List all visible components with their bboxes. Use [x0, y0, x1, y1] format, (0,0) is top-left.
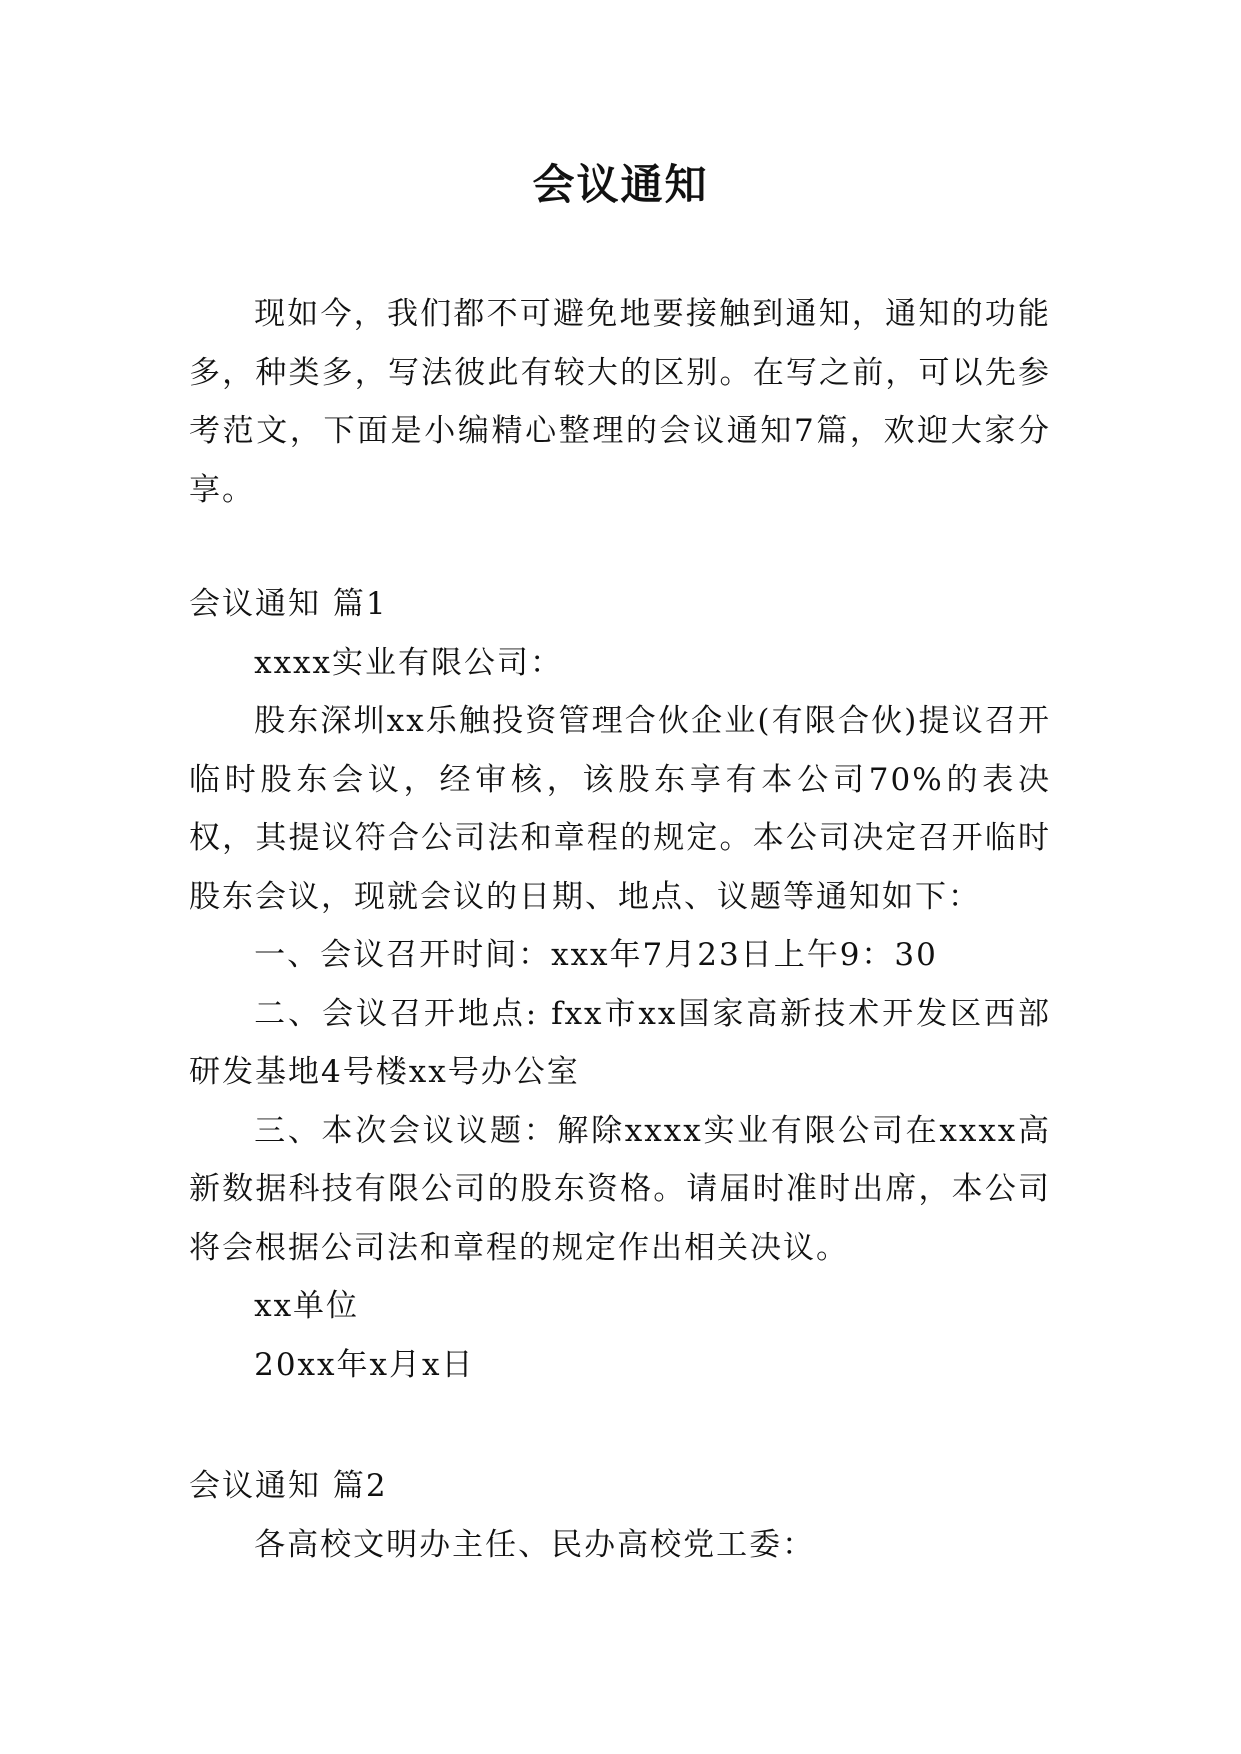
section-1-item-location: 二、会议召开地点: fxx市xx国家高新技术开发区西部研发基地4号楼xx号办公室	[189, 995, 1051, 1090]
section-1-heading: 会议通知 篇1	[189, 586, 388, 622]
section-1-addressee: xxxx实业有限公司：	[254, 644, 564, 681]
section-2-heading: 会议通知 篇2	[189, 1468, 388, 1504]
section-1-signature-date: 20xx年x月x日	[254, 1346, 475, 1383]
section-1-item-topic: 三、本次会议议题：解除xxxx实业有限公司在xxxx高新数据科技有限公司的股东资格。请届时准时出席，本公司将会根据公司法和章程的规定作出相关决议。	[189, 1112, 1051, 1266]
section-1-signature-unit: xx单位	[254, 1288, 360, 1324]
section-1	[189, 575, 1051, 1394]
intro-paragraph: 现如今，我们都不可避免地要接触到通知，通知的功能多，种类多，写法彼此有较大的区别。在写之前，可以先参考范文，下面是小编精心整理的会议通知7篇，欢迎大家分享。	[189, 296, 1051, 508]
section-2	[189, 1457, 1051, 1574]
intro-block	[189, 285, 1051, 519]
section-2-addressee: 各高校文明办主任、民办高校党工委：	[254, 1526, 816, 1563]
section-1-item-time: 一、会议召开时间：xxx年7月23日上午9：30	[254, 937, 938, 973]
section-1-paragraph: 股东深圳xx乐触投资管理合伙企业(有限合伙)提议召开临时股东会议，经审核，该股东享有本公司70%的表决权，其提议符合公司法和章程的规定。本公司决定召开临时股东会议，现就会议的日期、地点、议题等通知如下：	[189, 703, 1051, 915]
document-title: 会议通知	[532, 160, 709, 209]
